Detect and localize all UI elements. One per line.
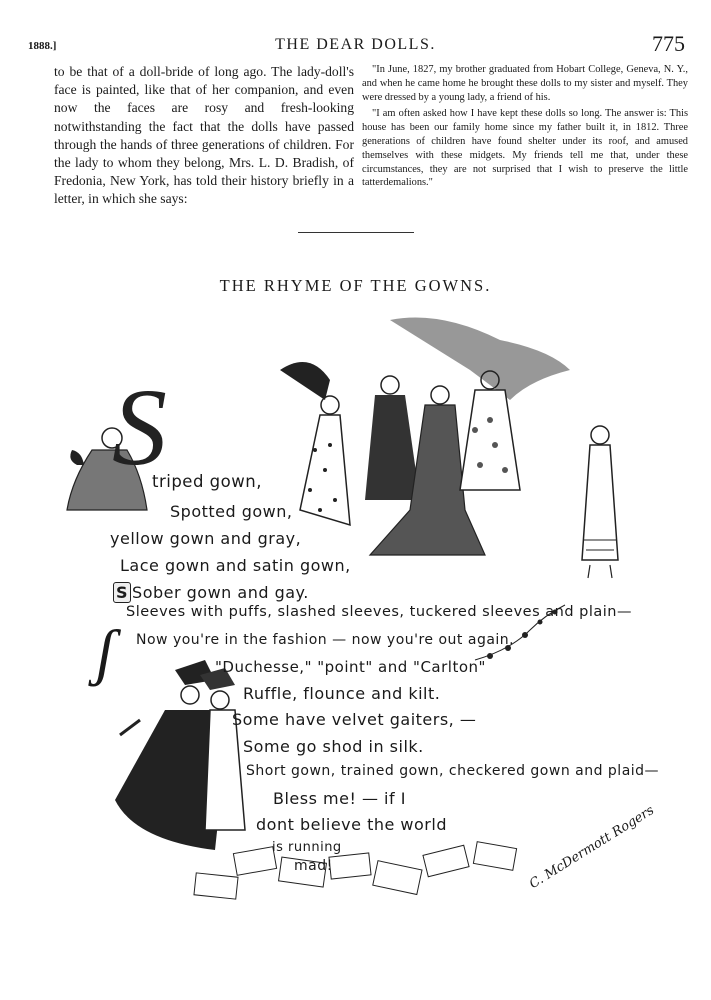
left-paragraph: to be that of a doll-bride of long ago. The lady-doll's face is painted, like that of her companion, and even now the faces are rosy and fresh-looking notwithstanding the fact that the dolls have passed through the hands of three generations of children. For the lady to whom they belong, Mrs. L. D. Bradish, of Fredonia, New York, has told their history briefly in a letter, in which she says: <box>54 64 354 207</box>
poem-line-11: Some go shod in silk. <box>243 737 424 756</box>
left-column <box>54 63 354 209</box>
poem-line-4: Lace gown and satin gown, <box>120 556 351 575</box>
poem-line-13: Bless me! — if I <box>273 789 406 808</box>
poem-line-8: "Duchesse," "point" and "Carlton" <box>215 658 486 676</box>
poem-line-14: dont believe the world <box>256 815 447 834</box>
poem-line-16: mad! <box>294 858 333 874</box>
poem-line-9: Ruffle, flounce and kilt. <box>243 684 441 703</box>
flourish-ornament-icon: ʃ <box>96 616 115 687</box>
standing-girl-illustration <box>570 420 630 580</box>
right-column-quote <box>362 63 688 193</box>
poem-line-1: triped gown, <box>152 472 262 491</box>
header-year: 1888.] <box>28 40 57 52</box>
poem-line-6: Sleeves with puffs, slashed sleeves, tuckered sleeves and plain— <box>126 604 632 620</box>
running-title: THE DEAR DOLLS. <box>275 36 436 53</box>
quote-paragraph-2: "I am often asked how I have kept these dolls so long. The answer is: This house has been our family home since my father built it, in 1812. Three generations of children have found shelter under its roof, and amused themselves with these midgets. My friends tell me that, under these circumstances, they are not surprised that I wish to preserve the little tatterdemalions." <box>362 108 688 189</box>
section-divider <box>298 232 414 233</box>
ladies-group-illustration <box>270 310 580 570</box>
page-number: 775 <box>652 31 685 56</box>
poem-line-15: is running <box>272 840 342 855</box>
poem-line-12: Short gown, trained gown, checkered gown and plaid— <box>246 763 660 779</box>
poem-line-3: yellow gown and gray, <box>110 529 302 548</box>
poem-line-5-text: Sober gown and gay. <box>132 583 309 602</box>
poem-line-10: Some have velvet gaiters, — <box>232 710 477 729</box>
poem-line-7: Now you're in the fashion — now you're out again. <box>136 632 515 648</box>
boxed-initial-icon: S <box>113 582 131 603</box>
artist-signature: C. McDermott Rogers <box>526 803 657 892</box>
poem-title: THE RHYME OF THE GOWNS. <box>219 276 492 295</box>
quote-paragraph-1: "In June, 1827, my brother graduated from Hobart College, Geneva, N. Y., and when he came home he brought these dolls to my sister and myself. They were dressed by a young lady, a friend of his. <box>362 64 688 103</box>
poem-drop-cap: S <box>112 366 167 488</box>
poem-line-2: Spotted gown, <box>170 502 293 521</box>
poem-line-5 <box>113 582 309 603</box>
